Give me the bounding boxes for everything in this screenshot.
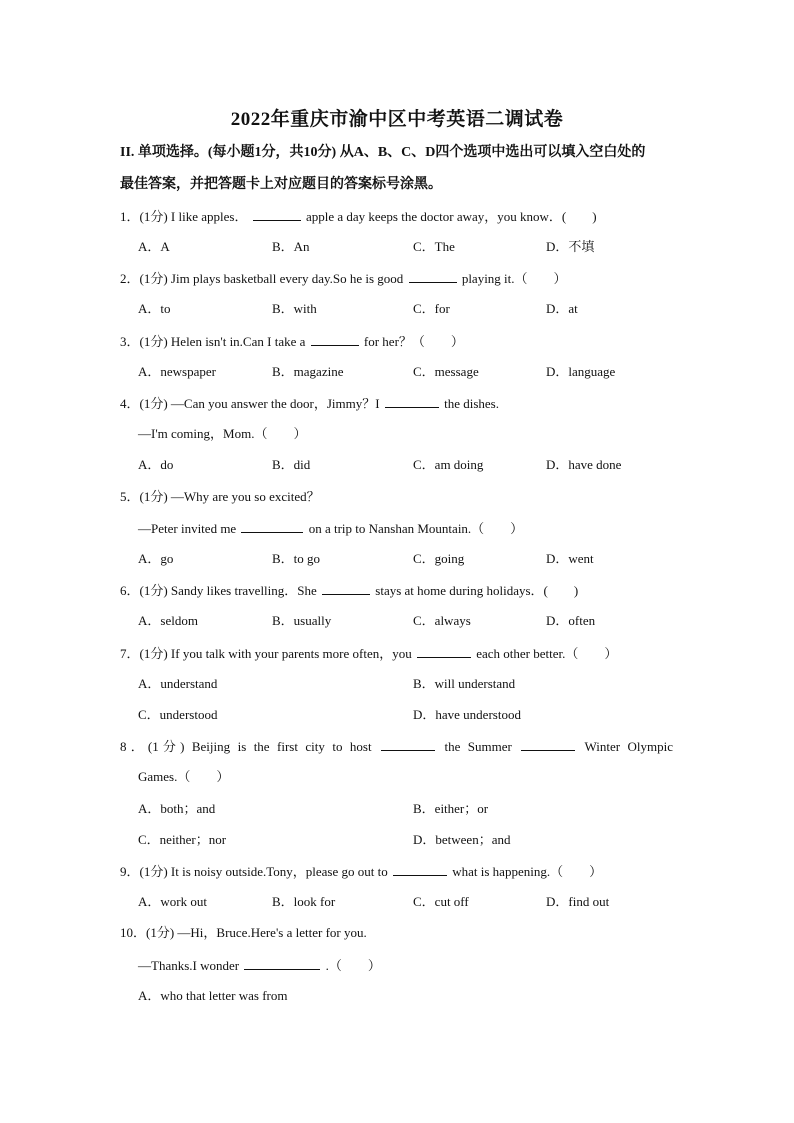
stem-text: what is happening.（ ） [452,864,603,879]
stem-text: 9．(1分) It is noisy outside.Tony，please go out to [120,864,388,879]
option-a[interactable]: A．seldom [138,613,198,628]
option-d[interactable]: D．language [546,364,616,379]
option-c[interactable]: C．message [413,364,479,379]
stem-text: —Peter invited me [138,521,237,536]
question-stem: 10．(1分) —Hi，Bruce.Here's a letter for you. [120,925,367,940]
option-a[interactable]: A．newspaper [138,364,216,379]
option-b[interactable]: B．usually [272,613,332,628]
answer-blank[interactable] [417,644,471,658]
question-stem [120,737,673,756]
option-d[interactable]: D．不填 [546,239,595,254]
option-c[interactable]: C．The [413,239,455,254]
option-d[interactable]: D．between；and [413,832,511,847]
instruction-line-1: II. 单项选择。(每小题1分，共10分) 从A、B、C、D四个选项中选出可以填入空白处的 [120,145,646,160]
option-a[interactable]: A．who that letter was from [138,988,288,1003]
option-a[interactable]: A．do [138,457,174,472]
stem-text: 6．(1分) Sandy likes travelling．She [120,583,317,598]
option-d[interactable]: D．went [546,551,594,566]
stem-text: on a trip to Nanshan Mountain.（ ） [308,521,524,536]
stem-text: each other better.（ ） [476,646,618,661]
option-d[interactable]: D．often [546,613,596,628]
stem-text: 7．(1分) If you talk with your parents more often，you [120,646,412,661]
question-dialogue: —I'm coming，Mom.（ ） [138,426,307,441]
stem-text: Winter Olympic [584,739,674,754]
answer-blank[interactable] [521,737,575,751]
option-a[interactable]: A．go [138,551,174,566]
option-b[interactable]: B．look for [272,894,336,909]
option-c[interactable]: C．neither；nor [138,832,227,847]
question-stem: 5．(1分) —Why are you so excited？ [120,489,320,504]
option-c[interactable]: C．going [413,551,465,566]
option-a[interactable]: A．work out [138,894,207,909]
stem-text: 1．(1分) I like apples． [120,209,248,224]
option-d[interactable]: D．at [546,301,578,316]
stem-text: the Summer [444,739,512,754]
option-a[interactable]: A．both；and [138,801,216,816]
question-stem [120,269,680,288]
option-c[interactable]: C．am doing [413,457,484,472]
option-d[interactable]: D．have done [546,457,622,472]
instruction-line-2: 最佳答案，并把答题卡上对应题目的答案标号涂黑。 [120,177,442,192]
question-stem [120,207,680,226]
option-a[interactable]: A．A [138,239,170,254]
question-dialogue [138,519,698,538]
stem-text: apple a day keeps the doctor away，you know．( ) [305,209,597,224]
stem-text: 2．(1分) Jim plays basketball every day.So he is good [120,271,404,286]
stem-text: the dishes. [444,396,499,411]
answer-blank[interactable] [241,519,303,533]
answer-blank[interactable] [322,581,370,595]
stem-text: .（ ） [325,958,381,973]
option-a[interactable]: A．understand [138,676,218,691]
stem-text: 4．(1分) —Can you answer the door，Jimmy？I [120,396,380,411]
answer-blank[interactable] [409,269,457,283]
option-b[interactable]: B．either；or [413,801,489,816]
question-stem [120,394,680,413]
option-b[interactable]: B．magazine [272,364,344,379]
stem-text: 3．(1分) Helen isn't in.Can I take a [120,334,306,349]
question-stem [120,581,680,600]
answer-blank[interactable] [311,332,359,346]
page-title: 2022年重庆市渝中区中考英语二调试卷 [230,109,564,130]
stem-text: for her？（ ） [363,334,464,349]
option-c[interactable]: C．cut off [413,894,469,909]
option-b[interactable]: B．An [272,239,310,254]
answer-blank[interactable] [253,207,301,221]
answer-blank[interactable] [385,394,439,408]
option-c[interactable]: C．always [413,613,471,628]
answer-blank[interactable] [244,956,320,970]
question-dialogue [138,956,698,975]
stem-text: 8．(1分) Beijing is the first city to host [120,739,372,754]
option-b[interactable]: B．did [272,457,311,472]
answer-blank[interactable] [393,862,447,876]
option-b[interactable]: B．to go [272,551,321,566]
stem-text: —Thanks.I wonder [138,958,240,973]
stem-text: stays at home during holidays．( ) [375,583,579,598]
stem-text: playing it.（ ） [461,271,567,286]
question-stem [120,644,680,663]
option-d[interactable]: D．have understood [413,707,521,722]
option-c[interactable]: C．understood [138,707,218,722]
option-d[interactable]: D．find out [546,894,610,909]
option-c[interactable]: C．for [413,301,450,316]
option-b[interactable]: B．will understand [413,676,516,691]
answer-blank[interactable] [381,737,435,751]
option-a[interactable]: A．to [138,301,171,316]
option-b[interactable]: B．with [272,301,317,316]
question-stem-continued: Games.（ ） [138,769,230,784]
question-stem [120,862,680,881]
question-stem [120,332,680,351]
